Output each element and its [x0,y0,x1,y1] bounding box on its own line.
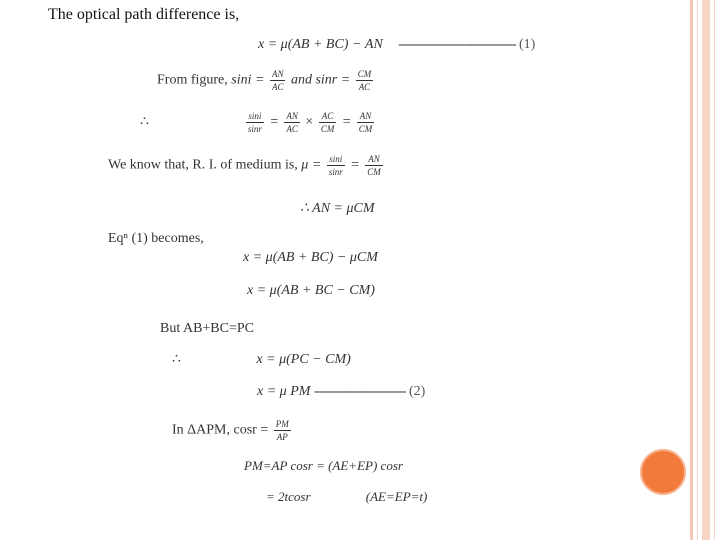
fraction-numerator: AN [365,153,383,166]
equation-1-lhs: x = μ(AB + BC) − AN [258,37,383,52]
decorative-border-line [697,0,698,540]
fraction-numerator: sini [246,110,264,123]
final-result [266,489,427,505]
fraction-denominator: AP [276,432,288,442]
times-sign: × [305,114,314,130]
equation-factored: x = μ(AB + BC − CM) [247,283,375,298]
refractive-index-line [108,153,385,178]
pm-equation: PM=AP cosr = (AE+EP) cosr [244,458,403,473]
fraction-sini-sinr [327,153,345,178]
therefore-ratio-line [140,110,376,135]
from-figure-line [157,68,375,93]
final-result-left: = 2tcosr [266,489,311,504]
equation-expanded: x = μ(AB + BC) − μCM [243,250,378,265]
equals-sign: = [341,114,352,130]
equation-pc-cm: x = μ(PC − CM) [256,352,351,367]
therefore-symbol: ∴ [172,352,181,367]
triangle-apm-line [172,418,293,443]
equation-2-dashes: ------------------------- [313,384,406,399]
fraction-pm-ap [274,418,291,443]
fraction-ac-cm [319,110,337,135]
mu-equals: μ = [301,157,322,173]
equation-2-lhs: x = μ PM [257,384,311,399]
fraction-cm-ac [356,68,374,93]
fraction-numerator: AN [357,110,375,123]
fraction-an-cm [357,110,375,135]
fraction-sini-sinr [246,110,264,135]
equation-1-dashes: -------------------------------- [398,37,516,52]
fraction-denominator: CM [358,124,373,134]
from-figure-label: From figure, [157,72,228,88]
final-result-right: (AE=EP=t) [365,489,428,504]
fraction-denominator: AC [358,82,371,92]
equation-becomes-label: Eqⁿ (1) becomes, [108,231,204,246]
fraction-denominator: CM [367,167,381,177]
fraction-numerator: AN [271,69,284,79]
fraction-numerator: AN [286,111,298,121]
fraction-denominator: AC [271,82,284,92]
equation-2 [257,384,425,400]
equation-1-tag: (1) [518,37,536,52]
equation-1 [258,37,535,53]
fraction-denominator: sinr [247,124,262,134]
but-ab-bc-pc: But AB+BC=PC [160,321,254,336]
equals-sign: = [269,114,279,130]
fraction-numerator: AC [319,110,337,123]
fraction-an-ac [284,110,300,135]
fraction-an-ac [270,68,286,93]
we-know-label: We know that, R. I. of medium is, [108,157,298,173]
and-sinr-text: and sinr = [290,72,351,88]
decorative-orange-circle [640,449,686,495]
fraction-an-cm [365,153,383,178]
decorative-border-line [714,0,715,540]
decorative-border-band [702,0,710,540]
an-equals-mucm: ∴ AN = μCM [300,201,375,216]
slide-title: The optical path difference is, [48,6,240,23]
fraction-numerator: PM [275,419,289,429]
fraction-denominator: sinr [328,167,343,177]
equation-2-tag: (2) [408,384,426,399]
triangle-label: In ΔAPM, cosr = [172,422,269,438]
fraction-numerator: CM [357,69,372,79]
therefore-symbol: ∴ [140,114,149,130]
equals-sign: = [350,157,360,173]
fraction-denominator: AC [286,124,298,134]
therefore-pc-line [172,351,351,368]
fraction-numerator: sini [327,153,345,166]
sini-text: sini = [231,72,265,88]
fraction-denominator: CM [320,124,335,134]
decorative-border-line [690,0,693,540]
